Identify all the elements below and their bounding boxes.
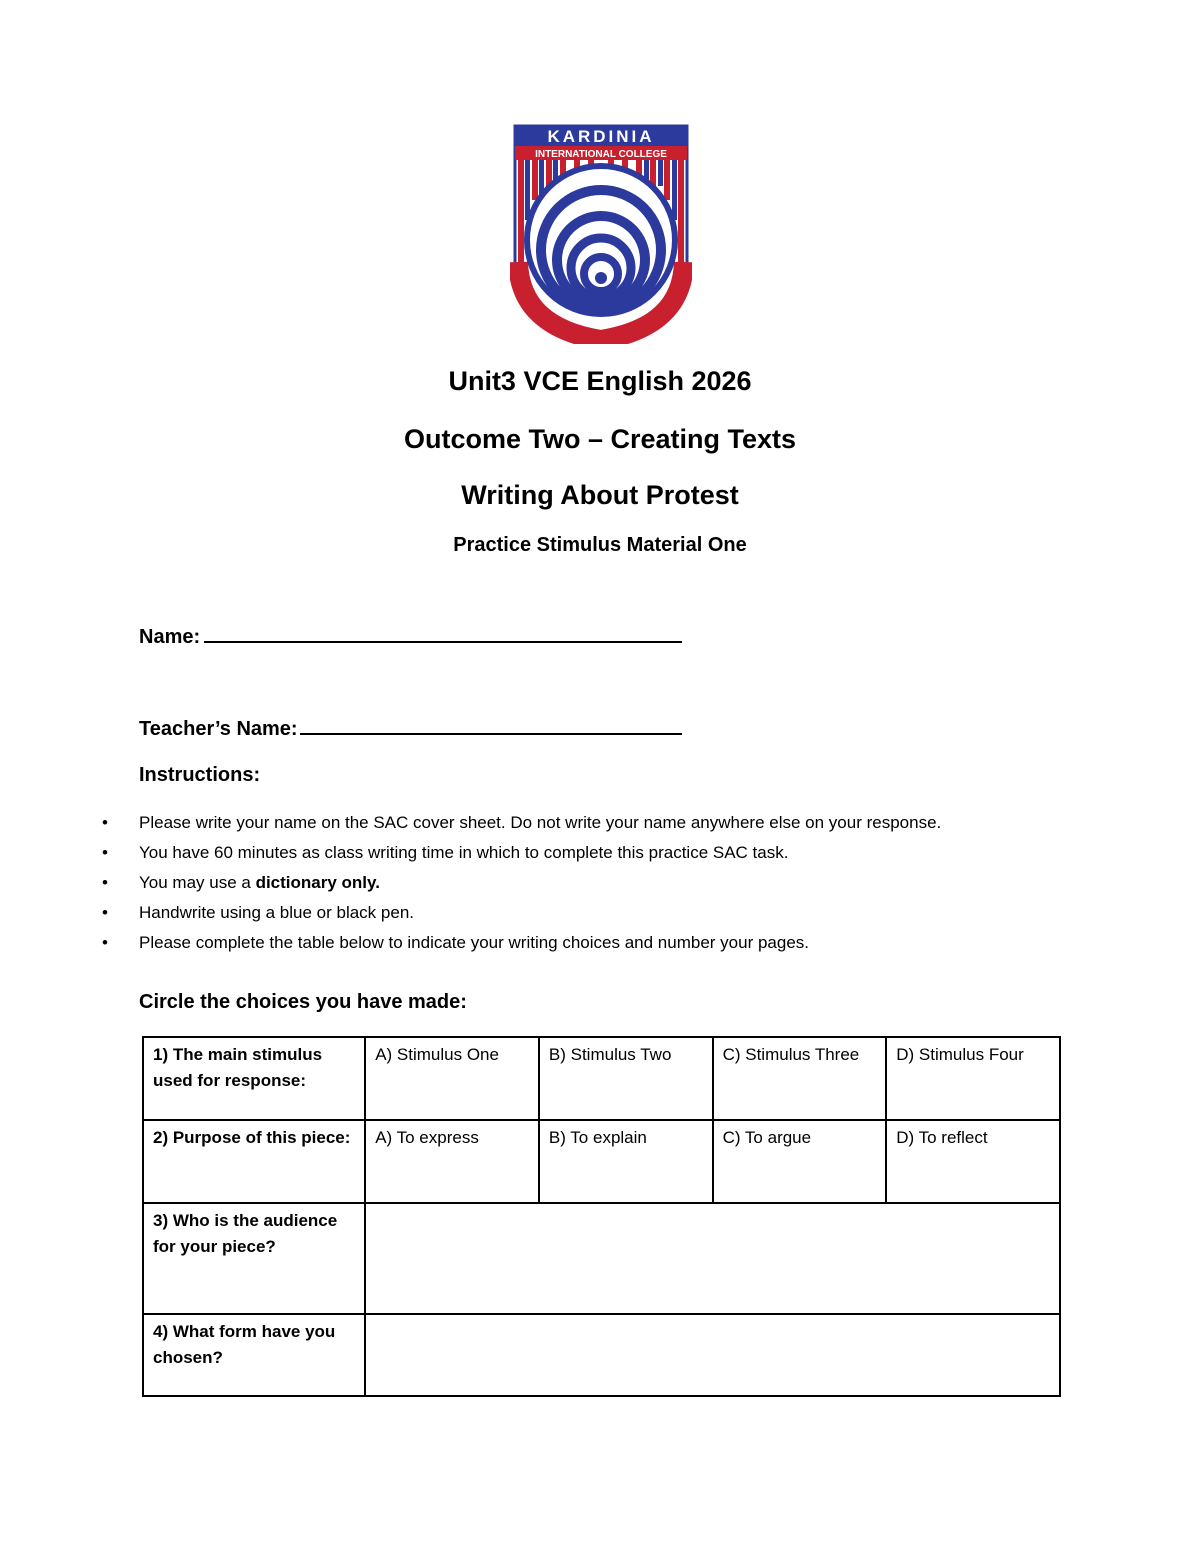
question-cell: 1) The main stimulus used for response: bbox=[143, 1037, 365, 1120]
table-row bbox=[143, 1037, 1060, 1120]
option-cell[interactable]: C) To argue bbox=[713, 1120, 887, 1203]
list-item: • Please write your name on the SAC cover sheet. Do not write your name anywhere else on your response. bbox=[139, 808, 1009, 838]
option-cell[interactable]: D) Stimulus Four bbox=[886, 1037, 1060, 1120]
option-cell[interactable]: A) To express bbox=[365, 1120, 539, 1203]
bullet-icon: • bbox=[102, 933, 108, 952]
choices-table bbox=[142, 1036, 1061, 1397]
name-blank-line[interactable] bbox=[204, 627, 682, 643]
teacher-name-label: Teacher’s Name: bbox=[139, 718, 298, 740]
instructions-heading: Instructions: bbox=[139, 764, 261, 786]
option-cell[interactable]: A) Stimulus One bbox=[365, 1037, 539, 1120]
list-item: • You may use a dictionary only. bbox=[139, 868, 1009, 898]
list-item: • You have 60 minutes as class writing time in which to complete this practice SAC task. bbox=[139, 838, 1009, 868]
svg-text:KARDINIA: KARDINIA bbox=[547, 127, 655, 146]
name-field bbox=[139, 626, 682, 649]
document-title: Unit3 VCE English 2026 bbox=[448, 366, 752, 396]
teacher-name-blank-line[interactable] bbox=[300, 719, 682, 735]
circle-choices-heading: Circle the choices you have made: bbox=[139, 991, 467, 1013]
question-cell: 3) Who is the audience for your piece? bbox=[143, 1203, 365, 1314]
bullet-icon: • bbox=[102, 843, 108, 862]
bullet-icon: • bbox=[102, 903, 108, 922]
topic-title: Writing About Protest bbox=[461, 480, 739, 510]
question-cell: 2) Purpose of this piece: bbox=[143, 1120, 365, 1203]
table-row bbox=[143, 1314, 1060, 1396]
answer-cell[interactable] bbox=[365, 1203, 1060, 1314]
table-row bbox=[143, 1203, 1060, 1314]
list-item: • Handwrite using a blue or black pen. bbox=[139, 898, 1009, 928]
option-cell[interactable]: C) Stimulus Three bbox=[713, 1037, 887, 1120]
bullet-icon: • bbox=[102, 873, 108, 892]
option-cell[interactable]: D) To reflect bbox=[886, 1120, 1060, 1203]
college-crest-logo bbox=[510, 122, 692, 344]
instructions-list bbox=[102, 808, 1009, 958]
svg-text:INTERNATIONAL COLLEGE: INTERNATIONAL COLLEGE bbox=[535, 149, 667, 160]
name-label: Name: bbox=[139, 626, 201, 648]
option-cell[interactable]: B) Stimulus Two bbox=[539, 1037, 713, 1120]
outcome-title: Outcome Two – Creating Texts bbox=[403, 424, 797, 454]
option-cell[interactable]: B) To explain bbox=[539, 1120, 713, 1203]
table-row bbox=[143, 1120, 1060, 1203]
bullet-icon: • bbox=[102, 813, 108, 832]
list-item: • Please complete the table below to indicate your writing choices and number your pages. bbox=[139, 928, 1009, 958]
answer-cell[interactable] bbox=[365, 1314, 1060, 1396]
question-cell: 4) What form have you chosen? bbox=[143, 1314, 365, 1396]
material-subtitle: Practice Stimulus Material One bbox=[453, 534, 747, 556]
teacher-name-field bbox=[139, 718, 682, 741]
